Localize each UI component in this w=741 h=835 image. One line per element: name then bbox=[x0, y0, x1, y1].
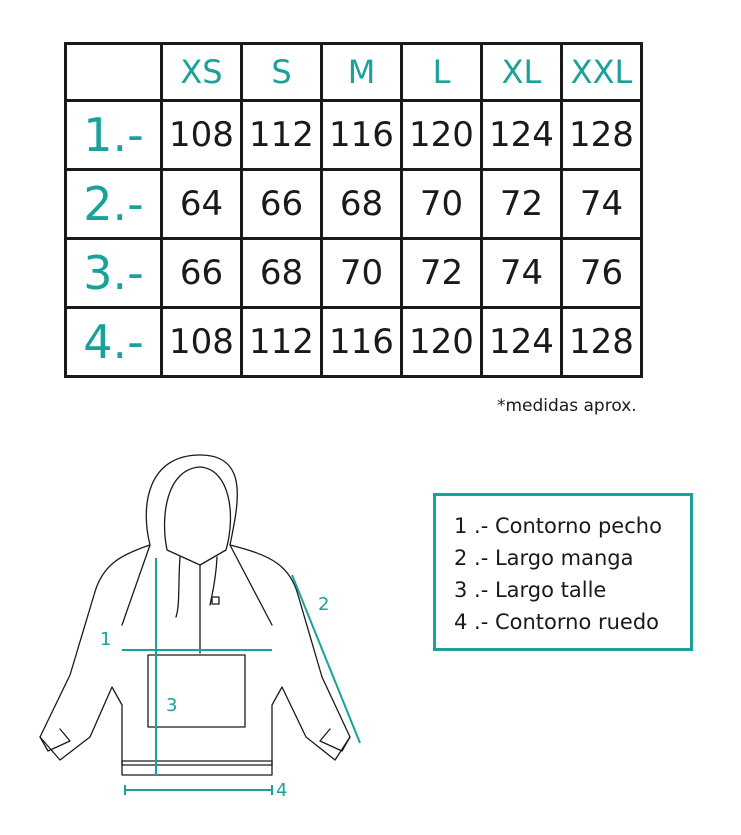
table-cell: 70 bbox=[322, 239, 402, 308]
legend-item: 1 .- Contorno pecho bbox=[454, 514, 662, 538]
size-table bbox=[64, 42, 643, 378]
table-cell: 128 bbox=[562, 101, 642, 170]
drawstring bbox=[176, 557, 180, 617]
size-header: S bbox=[242, 44, 322, 101]
measurement-legend bbox=[433, 493, 693, 651]
row-label: 4.- bbox=[66, 308, 162, 377]
table-row bbox=[66, 239, 642, 308]
approx-note: *medidas aprox. bbox=[497, 396, 637, 416]
table-cell: 120 bbox=[402, 308, 482, 377]
kangaroo-pocket bbox=[148, 655, 245, 727]
row-label: 3.- bbox=[66, 239, 162, 308]
table-cell: 124 bbox=[482, 308, 562, 377]
table-cell: 66 bbox=[242, 170, 322, 239]
drawstring bbox=[210, 557, 217, 605]
logo-patch bbox=[212, 597, 219, 604]
table-cell: 112 bbox=[242, 101, 322, 170]
table-cell: 116 bbox=[322, 101, 402, 170]
table-cell: 112 bbox=[242, 308, 322, 377]
row-label: 2.- bbox=[66, 170, 162, 239]
table-cell: 116 bbox=[322, 308, 402, 377]
left-cuff bbox=[40, 729, 70, 751]
marker-4: 4 bbox=[276, 780, 288, 801]
legend-item: 4 .- Contorno ruedo bbox=[454, 610, 660, 634]
table-cell: 74 bbox=[482, 239, 562, 308]
table-header-row bbox=[66, 44, 642, 101]
size-header: XS bbox=[162, 44, 242, 101]
table-cell: 76 bbox=[562, 239, 642, 308]
marker-2: 2 bbox=[318, 594, 330, 615]
table-cell: 72 bbox=[482, 170, 562, 239]
size-header: L bbox=[402, 44, 482, 101]
waistband bbox=[122, 761, 272, 775]
size-header: M bbox=[322, 44, 402, 101]
table-cell: 74 bbox=[562, 170, 642, 239]
size-header: XL bbox=[482, 44, 562, 101]
table-cell: 68 bbox=[322, 170, 402, 239]
table-cell: 108 bbox=[162, 308, 242, 377]
table-row bbox=[66, 170, 642, 239]
table-cell: 64 bbox=[162, 170, 242, 239]
table-row bbox=[66, 101, 642, 170]
marker-3: 3 bbox=[166, 695, 178, 716]
corner-cell bbox=[66, 44, 162, 101]
legend-item: 2 .- Largo manga bbox=[454, 546, 634, 570]
table-row bbox=[66, 308, 642, 377]
table-cell: 66 bbox=[162, 239, 242, 308]
table-cell: 68 bbox=[242, 239, 322, 308]
size-header: XXL bbox=[562, 44, 642, 101]
row-label: 1.- bbox=[66, 101, 162, 170]
table-cell: 70 bbox=[402, 170, 482, 239]
marker-1: 1 bbox=[100, 629, 112, 650]
table-cell: 128 bbox=[562, 308, 642, 377]
table-cell: 108 bbox=[162, 101, 242, 170]
table-cell: 120 bbox=[402, 101, 482, 170]
table-cell: 72 bbox=[402, 239, 482, 308]
hoodie-diagram bbox=[30, 445, 370, 815]
right-cuff bbox=[320, 729, 350, 751]
table-cell: 124 bbox=[482, 101, 562, 170]
legend-item: 3 .- Largo talle bbox=[454, 578, 607, 602]
hood-opening bbox=[165, 467, 231, 565]
yoke-seam bbox=[122, 545, 150, 625]
